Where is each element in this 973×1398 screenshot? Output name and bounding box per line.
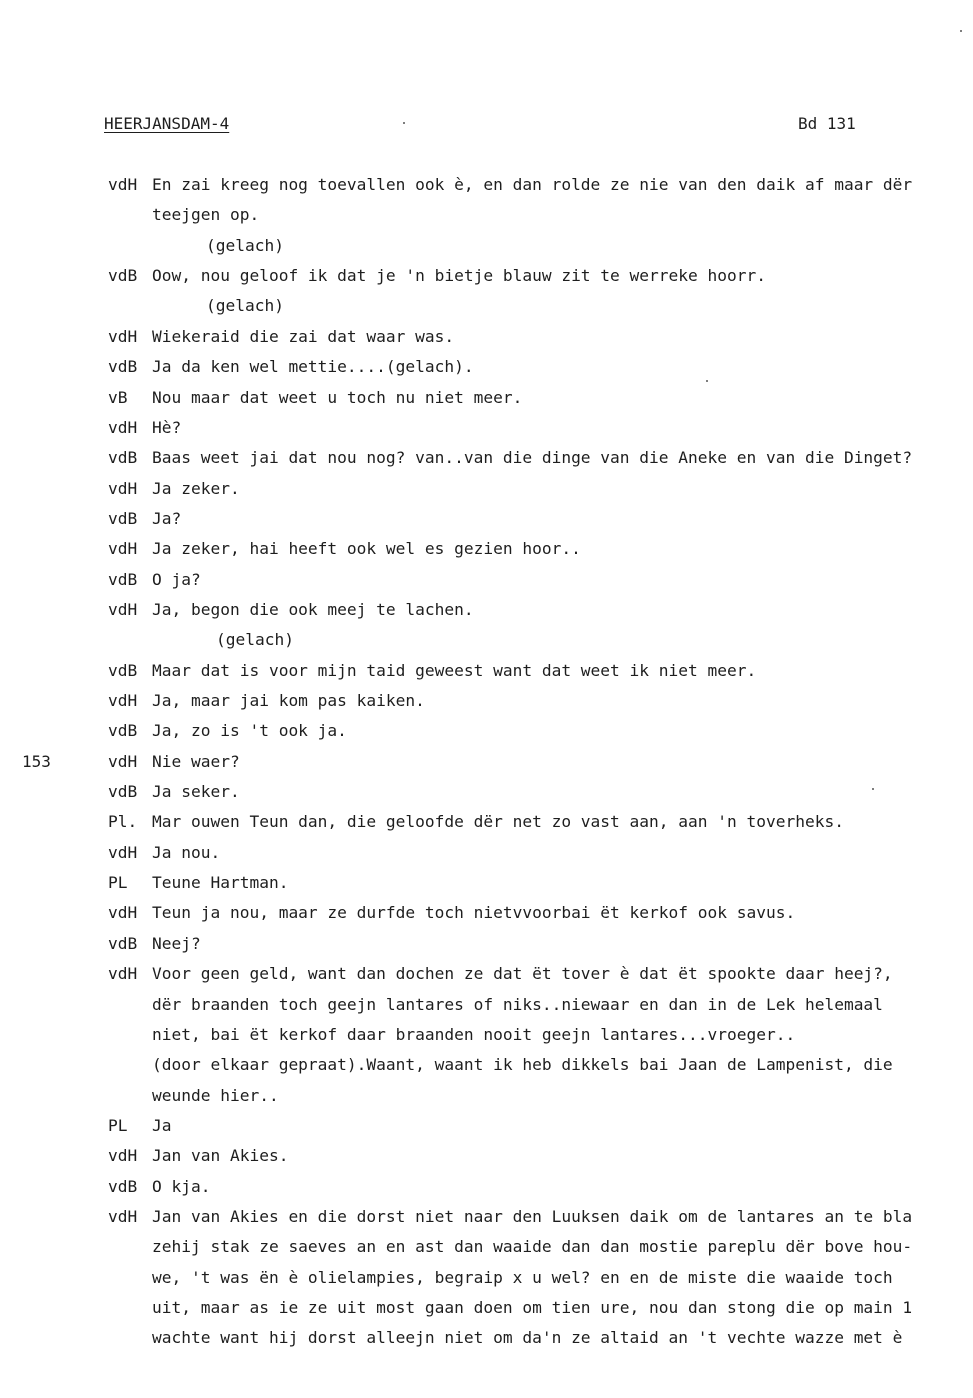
- transcript-line: [0, 294, 973, 318]
- transcript-line: [0, 1326, 973, 1350]
- utterance-text: En zai kreeg nog toevallen ook è, en dan rolde ze nie van den daik af maar dër: [152, 175, 913, 194]
- transcript-line: [0, 234, 973, 258]
- utterance-text: Ja da ken wel mettie....(gelach).: [152, 357, 474, 377]
- speaker-label: vdH: [108, 842, 138, 862]
- speaker-label: vdH: [108, 175, 138, 194]
- utterance-text: Maar dat is voor mijn taid geweest want dat weet ik niet meer.: [152, 660, 757, 680]
- utterance-text: O kja.: [152, 1176, 211, 1196]
- utterance-continuation: we, 't was ën è olielampies, begraip x u wel? en en de miste die waaide toch: [152, 1267, 893, 1287]
- utterance-continuation: uit, maar as ie ze uit most gaan doen om tien ure, nou dan stong die op main 1: [152, 1298, 913, 1317]
- speaker-label: vdB: [108, 1176, 138, 1196]
- utterance-text: Teune Hartman.: [152, 873, 289, 893]
- utterance-text: Ja?: [152, 508, 182, 528]
- document-header-title: HEERJANSDAM-4: [104, 114, 230, 133]
- scan-speck: [706, 380, 708, 382]
- speaker-label: PL: [108, 873, 128, 893]
- transcript-line: [0, 1114, 973, 1138]
- speaker-label: vdH: [108, 417, 138, 437]
- utterance-continuation: teejgen op.: [152, 205, 260, 225]
- transcript-line: [0, 780, 973, 804]
- transcript-line: [0, 659, 973, 683]
- transcript-line: [0, 477, 973, 501]
- speaker-label: vdB: [108, 782, 138, 801]
- transcript-line: [0, 507, 973, 531]
- utterance-continuation: (door elkaar gepraat).Waant, waant ik heb dikkels bai Jaan de Lampenist, die: [152, 1055, 893, 1075]
- scan-speck: [960, 30, 962, 32]
- speaker-label: vdH: [108, 751, 138, 771]
- utterance-text: Baas weet jai dat nou nog? van..van die dinge van die Aneke en van die Dinget?: [152, 448, 913, 468]
- transcript-line: [0, 628, 973, 652]
- speaker-label: vdB: [108, 660, 138, 680]
- speaker-label: vdH: [108, 691, 138, 710]
- transcript-line: [0, 173, 973, 197]
- utterance-text: Ja zeker, hai heeft ook wel es gezien hoor..: [152, 539, 581, 559]
- transcript-line: [0, 841, 973, 865]
- utterance-text: Ja nou.: [152, 842, 221, 862]
- transcript-line: [0, 810, 973, 834]
- transcript-line: [0, 901, 973, 925]
- transcript-line: [0, 871, 973, 895]
- utterance-text: Wiekeraid die zai dat waar was.: [152, 326, 455, 346]
- speaker-label: vdH: [108, 1146, 138, 1166]
- utterance-text: Jan van Akies en die dorst niet naar den Luuksen daik om de lantares an te bla: [152, 1206, 913, 1226]
- speaker-label: Pl.: [108, 812, 138, 832]
- transcript-line: [0, 568, 973, 592]
- transcript-line: [0, 1205, 973, 1229]
- transcript-line: [0, 1235, 973, 1259]
- transcript-line: [0, 203, 973, 227]
- transcript-line: [0, 355, 973, 379]
- utterance-continuation: zehij stak ze saeves an en ast dan waaide dan dan mostie pareplu dër bove hou-: [152, 1237, 913, 1257]
- speaker-label: vB: [108, 387, 128, 407]
- utterance-continuation: wachte want hij dorst alleejn niet om da'n ze altaid an 't vechte wazze met è: [152, 1328, 903, 1348]
- transcript-line: [0, 750, 973, 774]
- transcript-line: [0, 325, 973, 349]
- stage-direction: (gelach): [206, 235, 284, 255]
- transcript-line: [0, 1296, 973, 1320]
- utterance-continuation: niet, bai ët kerkof daar braanden nooit geejn lantares...vroeger..: [152, 1024, 796, 1044]
- speaker-label: vdH: [108, 1206, 138, 1226]
- utterance-continuation: dër braanden toch geejn lantares of niks..niewaar en dan in de Lek helemaal: [152, 994, 883, 1014]
- transcript-line: [0, 537, 973, 561]
- transcript-line: [0, 962, 973, 986]
- speaker-label: vdH: [108, 539, 138, 559]
- utterance-text: O ja?: [152, 569, 201, 589]
- transcript-line: [0, 598, 973, 622]
- speaker-label: vdH: [108, 326, 138, 346]
- utterance-text: Teun ja nou, maar ze durfde toch nietvvoorbai ët kerkof ook savus.: [152, 903, 796, 923]
- stage-direction: (gelach): [216, 630, 294, 650]
- speaker-label: PL: [108, 1115, 128, 1135]
- utterance-text: Mar ouwen Teun dan, die geloofde dër net zo vast aan, aan 'n toverheks.: [152, 812, 844, 832]
- utterance-text: Ja, begon die ook meej te lachen.: [152, 599, 474, 619]
- transcript-line: [0, 993, 973, 1017]
- speaker-label: vdB: [108, 721, 138, 741]
- transcript-line: [0, 446, 973, 470]
- utterance-text: Ja, maar jai kom pas kaiken.: [152, 691, 425, 710]
- utterance-text: Jan van Akies.: [152, 1146, 289, 1166]
- speaker-label: vdH: [108, 478, 138, 498]
- stage-direction: (gelach): [206, 296, 284, 316]
- transcript-line: [0, 416, 973, 440]
- transcript-line: [0, 386, 973, 410]
- transcript-line: [0, 932, 973, 956]
- transcript-line: [0, 1084, 973, 1108]
- speaker-label: vdB: [108, 357, 138, 377]
- utterance-text: Nie waer?: [152, 751, 240, 771]
- utterance-text: Ja zeker.: [152, 478, 240, 498]
- transcript-line: [0, 1053, 973, 1077]
- transcript-line: [0, 1144, 973, 1168]
- speaker-label: vdB: [108, 448, 138, 468]
- transcript-line: [0, 264, 973, 288]
- speaker-label: vdH: [108, 903, 138, 923]
- utterance-text: Oow, nou geloof ik dat je 'n bietje blauw zit te werreke hoorr.: [152, 266, 766, 286]
- utterance-text: Hè?: [152, 417, 182, 437]
- speaker-label: vdB: [108, 569, 138, 589]
- speaker-label: vdB: [108, 933, 138, 953]
- speaker-label: vdB: [108, 266, 138, 286]
- transcript-line: [0, 1175, 973, 1199]
- utterance-text: Neej?: [152, 933, 201, 953]
- utterance-continuation: weunde hier..: [152, 1085, 279, 1105]
- speaker-label: vdH: [108, 599, 138, 619]
- speaker-label: vdB: [108, 508, 138, 528]
- transcript-line: [0, 719, 973, 743]
- scan-speck: [872, 788, 874, 790]
- scan-speck: [403, 122, 405, 124]
- utterance-text: Ja, zo is 't ook ja.: [152, 721, 347, 741]
- speaker-label: vdH: [108, 964, 138, 984]
- utterance-text: Ja seker.: [152, 782, 240, 801]
- utterance-text: Voor geen geld, want dan dochen ze dat ët tover è dat ët spookte daar heej?,: [152, 964, 893, 984]
- utterance-text: Ja: [152, 1115, 172, 1135]
- transcript-line: [0, 689, 973, 713]
- page-reference: Bd 131: [798, 114, 856, 133]
- transcript-line: [0, 1266, 973, 1290]
- utterance-text: Nou maar dat weet u toch nu niet meer.: [152, 387, 523, 407]
- margin-line-number: 153: [22, 752, 51, 771]
- transcript-line: [0, 1023, 973, 1047]
